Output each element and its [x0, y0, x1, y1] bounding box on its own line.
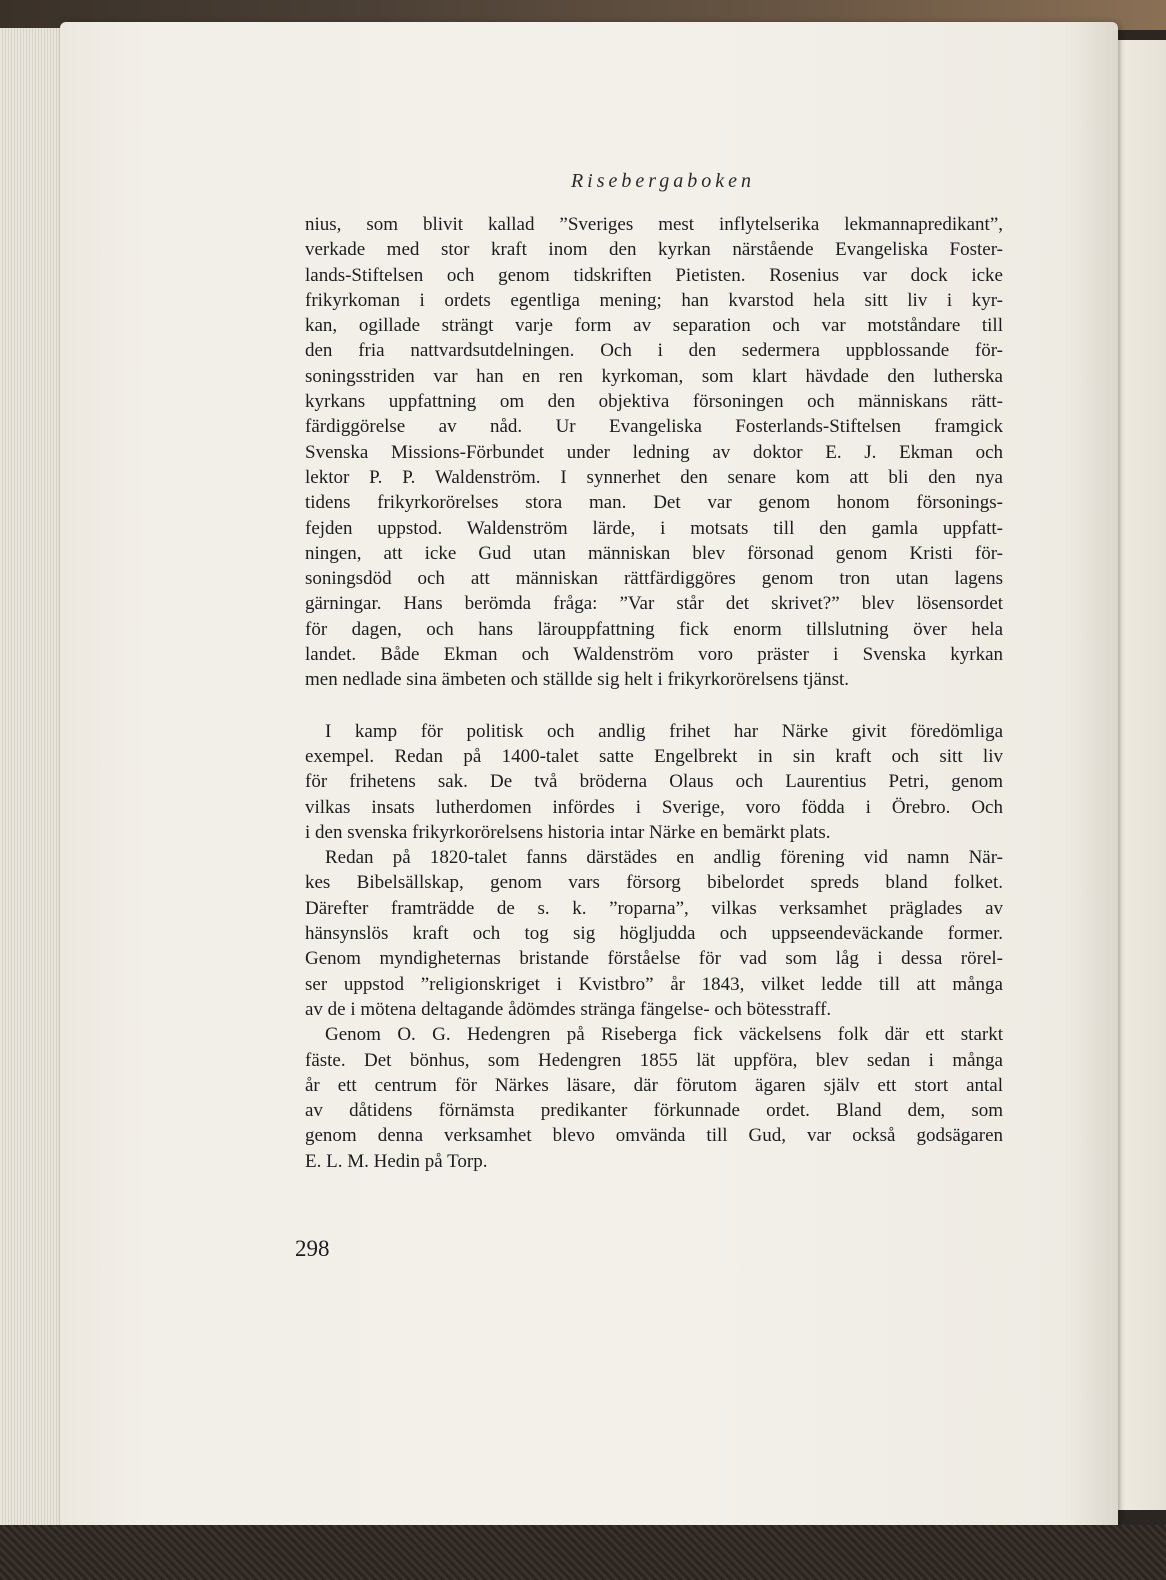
text-line: men nedlade sina ämbeten och ställde sig helt i frikyrkorörelsens tjänst.	[305, 669, 849, 691]
book-cover-right	[1110, 40, 1166, 1510]
text-line: fäste. Det bönhus, som Hedengren 1855 lät uppföra, blev sedan i många	[305, 1049, 1003, 1071]
text-line: den fria nattvardsutdelningen. Och i den sedermera uppblossande för-	[305, 340, 1003, 362]
text-line: av de i mötena deltagande ådömdes stränga fängelse- och bötesstraff.	[305, 998, 832, 1020]
text-line: år ett centrum för Närkes läsare, där förutom ägaren själv ett stort antal	[305, 1074, 1003, 1096]
text-line: Därefter framträdde de s. k. ”roparna”, vilkas verksamhet präglades av	[305, 897, 1003, 919]
text-line: ningen, att icke Gud utan människan blev försonad genom Kristi för-	[305, 542, 1003, 564]
text-line: ser uppstod ”religionskriget i Kvistbro” år 1843, vilket ledde till att många	[305, 973, 1003, 995]
text-line: verkade med stor kraft inom den kyrkan närstående Evangeliska Foster-	[305, 239, 1003, 261]
paragraph-3	[305, 845, 1003, 1022]
text-line: kan, ogillade strängt varje form av separation och var motståndare till	[305, 315, 1003, 337]
text-line: kes Bibelsällskap, genom vars försorg bibelordet spreds bland folket.	[305, 872, 1003, 894]
text-line: fejden uppstod. Waldenström lärde, i motsats till den gamla uppfatt-	[305, 517, 1003, 539]
text-line: för frihetens sak. De två bröderna Olaus och Laurentius Petri, genom	[305, 771, 1003, 793]
text-line: av dåtidens förnämsta predikanter förkunnade ordet. Bland dem, som	[305, 1100, 1003, 1122]
text-line: tidens frikyrkorörelses stora man. Det var genom honom försonings-	[305, 492, 1003, 514]
text-line: nius, som blivit kallad ”Sveriges mest inflytelserika lekmannapredikant”,	[305, 214, 1003, 235]
paragraph-gap	[305, 693, 1003, 719]
background-bottom	[0, 1525, 1166, 1580]
text-line: i den svenska frikyrkorörelsens historia intar Närke en bemärkt plats.	[305, 821, 831, 843]
text-line: vilkas insats lutherdomen infördes i Sverige, voro födda i Örebro. Och	[305, 796, 1003, 818]
running-head: Risebergaboken	[570, 170, 756, 192]
text-line: I kamp för politisk och andlig frihet har Närke givit föredömliga	[325, 720, 1003, 742]
page-number: 298	[295, 1236, 330, 1261]
text-line: exempel. Redan på 1400-talet satte Engelbrekt in sin kraft och sitt liv	[305, 745, 1003, 767]
paragraph-1	[305, 212, 1003, 693]
body-text	[305, 212, 1003, 1174]
text-line: lands-Stiftelsen och genom tidskriften Pietisten. Rosenius var dock icke	[305, 264, 1003, 286]
text-line: hänsynslös kraft och tog sig högljudda och uppseendeväckande former.	[305, 923, 1003, 945]
text-line: lektor P. P. Waldenström. I synnerhet den senare kom att bli den nya	[305, 466, 1003, 488]
text-line: frikyrkoman i ordets egentliga mening; han kvarstod hela sitt liv i kyr-	[305, 289, 1003, 311]
text-line: Genom myndigheternas bristande förståelse för vad som låg i dessa rörel-	[305, 948, 1003, 970]
text-line: kyrkans uppfattning om den objektiva försoningen och människans rätt-	[305, 391, 1003, 413]
text-line: landet. Både Ekman och Waldenström voro präster i Svenska kyrkan	[305, 644, 1003, 666]
text-line: färdiggörelse av nåd. Ur Evangeliska Fosterlands-Stiftelsen framgick	[305, 416, 1003, 438]
text-line: soningsdöd och att människan rättfärdiggöres genom tron utan lagens	[305, 568, 1003, 590]
text-line: gärningar. Hans berömda fråga: ”Var står det skrivet?” blev lösensordet	[305, 593, 1003, 615]
text-line: Redan på 1820-talet fanns därstädes en andlig förening vid namn När-	[325, 847, 1003, 869]
paragraph-2	[305, 719, 1003, 845]
text-line: E. L. M. Hedin på Torp.	[305, 1150, 488, 1172]
text-line: soningsstriden var han en ren kyrkoman, som klart hävdade den lutherska	[305, 365, 1003, 387]
text-line: Genom O. G. Hedengren på Riseberga fick väckelsens folk där ett starkt	[325, 1024, 1003, 1046]
text-line: för dagen, och hans lärouppfattning fick enorm tillslutning över hela	[305, 618, 1003, 640]
paragraph-4	[305, 1022, 1003, 1174]
text-line: genom denna verksamhet blevo omvända till Gud, var också godsägaren	[305, 1125, 1003, 1147]
text-line: Svenska Missions-Förbundet under ledning av doktor E. J. Ekman och	[305, 441, 1003, 463]
